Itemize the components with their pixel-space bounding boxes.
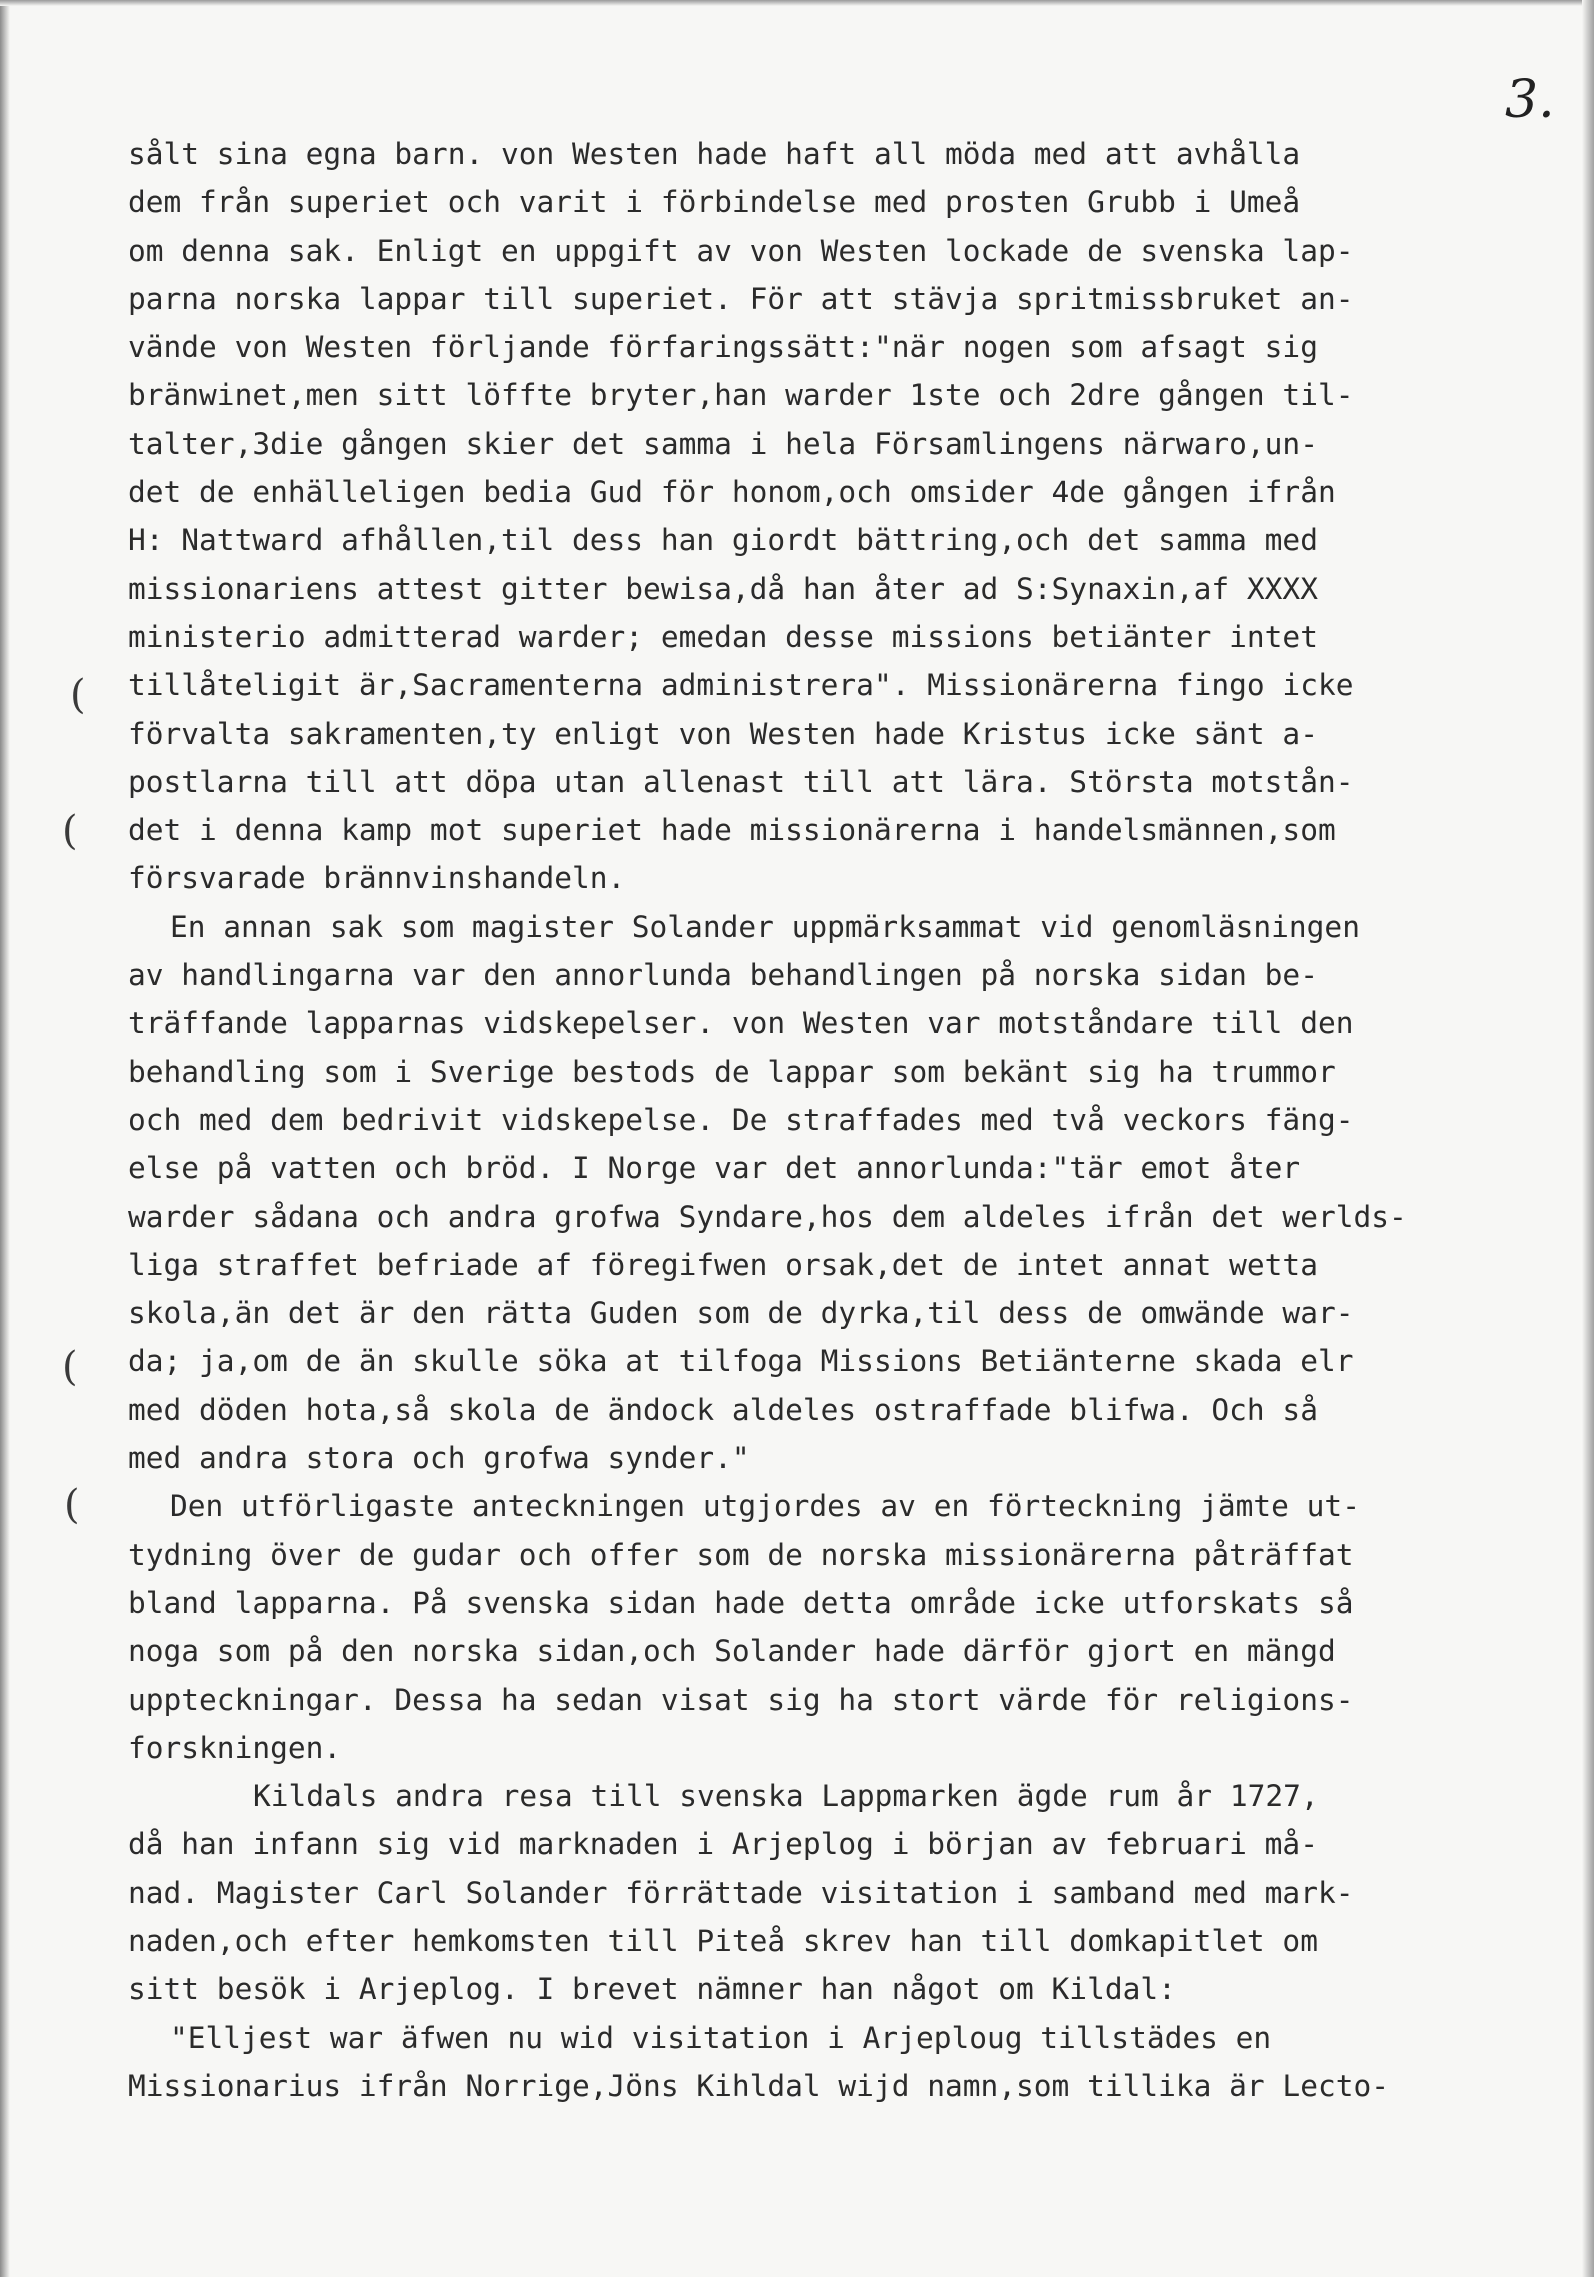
text-line: noga som på den norska sidan,och Solander hade därför gjort en mängd xyxy=(128,1634,1336,1669)
text-line: vände von Westen förljande förfaringssätt:"när nogen som afsagt sig xyxy=(128,330,1318,365)
text-line: warder sådana och andra grofwa Syndare,hos dem aldeles ifrån det werlds- xyxy=(128,1199,1407,1234)
text-line: förvalta sakramenten,ty enligt von Westen hade Kristus icke sänt a- xyxy=(128,716,1318,751)
text-line: "Elljest war äfwen nu wid visitation i Arjeploug tillstädes en xyxy=(170,2020,1272,2055)
margin-mark: ( xyxy=(62,808,78,854)
text-line: H: Nattward afhållen,til dess han giordt bättring,och det samma med xyxy=(128,523,1318,558)
text-line: talter,3die gången skier det samma i hela Församlingens närwaro,un- xyxy=(128,426,1318,461)
page-number: 3. xyxy=(1505,70,1555,130)
text-line: skola,än det är den rätta Guden som de dyrka,til dess de omwände war- xyxy=(128,1296,1354,1331)
text-line: med döden hota,så skola de ändock aldeles ostraffade blifwa. Och så xyxy=(128,1392,1318,1427)
text-line: om denna sak. Enligt en uppgift av von Westen lockade de svenska lap- xyxy=(128,233,1354,268)
text-line: Kildals andra resa till svenska Lappmarken ägde rum år 1727, xyxy=(253,1779,1319,1814)
text-line: uppteckningar. Dessa ha sedan visat sig ha stort värde för religions- xyxy=(128,1682,1354,1717)
text-line: med andra stora och grofwa synder." xyxy=(128,1441,750,1476)
scan-edge-left xyxy=(0,0,10,2277)
text-line: ministerio admitterad warder; emedan desse missions betiänter intet xyxy=(128,619,1318,654)
text-line: En annan sak som magister Solander uppmärksammat vid genomläsningen xyxy=(170,909,1360,944)
margin-mark: ( xyxy=(64,1482,80,1528)
text-line: postlarna till att döpa utan allenast till att lära. Största motstån- xyxy=(128,764,1354,799)
text-line: sålt sina egna barn. von Westen hade haft all möda med att avhålla xyxy=(128,137,1301,171)
text-line: bland lapparna. På svenska sidan hade detta område icke utforskats så xyxy=(128,1585,1354,1620)
text-line: parna norska lappar till superiet. För att stävja spritmissbruket an- xyxy=(128,281,1354,316)
text-line: sitt besök i Arjeplog. I brevet nämner han något om Kildal: xyxy=(128,1972,1176,2007)
text-line: det i denna kamp mot superiet hade missionärerna i handelsmännen,som xyxy=(128,813,1336,848)
text-line: då han infann sig vid marknaden i Arjeplog i början av februari må- xyxy=(128,1827,1318,1862)
text-line: da; ja,om de än skulle söka at tilfoga Missions Betiänterne skada elr xyxy=(128,1344,1354,1379)
text-line: forskningen. xyxy=(128,1730,342,1765)
text-line: missionariens attest gitter bewisa,då han åter ad S:Synaxin,af XXXX xyxy=(128,571,1318,606)
scan-edge-right xyxy=(1582,0,1594,2277)
text-line: Den utförligaste anteckningen utgjordes av en förteckning jämte ut- xyxy=(170,1489,1360,1524)
scan-edge-top xyxy=(0,0,1594,6)
text-line: det de enhälleligen bedia Gud för honom,och omsider 4de gången ifrån xyxy=(128,475,1336,510)
text-line: naden,och efter hemkomsten till Piteå skrev han till domkapitlet om xyxy=(128,1923,1318,1958)
text-line: dem från superiet och varit i förbindelse med prosten Grubb i Umeå xyxy=(128,185,1301,220)
text-line: försvarade brännvinshandeln. xyxy=(128,861,626,896)
margin-mark: ( xyxy=(62,1344,78,1390)
text-line: liga straffet befriade af föregifwen orsak,det de intet annat wetta xyxy=(128,1247,1318,1282)
text-line: tydning över de gudar och offer som de norska missionärerna påträffat xyxy=(128,1537,1354,1572)
text-line: tillåteligit är,Sacramenterna administrera". Missionärerna fingo icke xyxy=(128,668,1354,703)
text-line: behandling som i Sverige bestods de lappar som bekänt sig ha trummor xyxy=(128,1054,1336,1089)
text-line: bränwinet,men sitt löffte bryter,han warder 1ste och 2dre gången til- xyxy=(128,378,1354,413)
text-line: nad. Magister Carl Solander förrättade visitation i samband med mark- xyxy=(128,1875,1354,1910)
margin-mark: ( xyxy=(70,672,86,718)
text-line: träffande lapparnas vidskepelser. von Westen var motståndare till den xyxy=(128,1006,1354,1041)
text-line: Missionarius ifrån Norrige,Jöns Kihldal wijd namn,som tillika är Lecto- xyxy=(128,2068,1389,2103)
text-line: av handlingarna var den annorlunda behandlingen på norska sidan be- xyxy=(128,958,1318,993)
text-line: och med dem bedrivit vidskepelse. De straffades med två veckors fäng- xyxy=(128,1102,1354,1137)
typewritten-text xyxy=(128,130,1458,2110)
text-line: else på vatten och bröd. I Norge var det annorlunda:"tär emot åter xyxy=(128,1151,1301,1186)
